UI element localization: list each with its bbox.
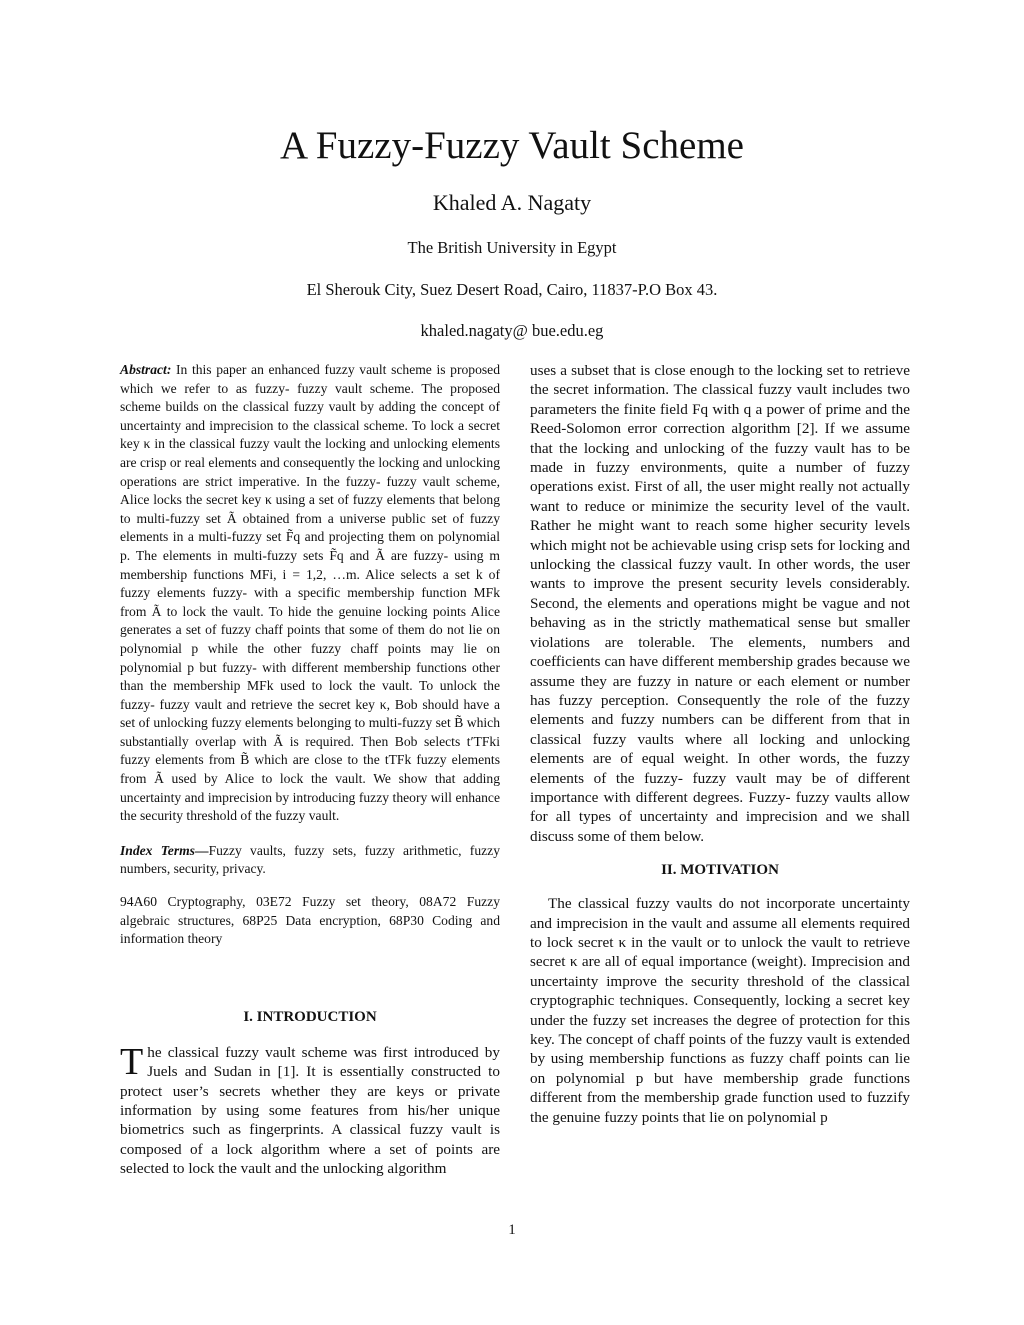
motivation-paragraph: The classical fuzzy vaults do not incorporate uncertainty and imprecision in the vault and assume all elements required to lock secret κ in the vault or to unlock the vault to retrieve secret κ are all of equal importance (weight). Imprecision and uncertainty improve the security threshold of the classical cryptographic techniques. Consequently, locking a secret key under the fuzzy set increases the degree of protection for this key. The concept of chaff points of the fuzzy vault is extended by using membership functions as fuzzy chaff points can lie on polynomial p but have membership grade functions different from the membership grade function used to fuzzify the genuine fuzzy points that lie on polynomial p — [530, 895, 910, 1126]
author-name: Khaled A. Nagaty — [432, 190, 592, 215]
abstract — [120, 361, 500, 826]
intro-text: he classical fuzzy vault scheme was first introduced by Juels and Sudan in [1]. It is essentially constructed to protect user’s secrets whether they are keys or private information by using some features from his/her unique biometrics such as fingerprints. A classical fuzzy vault is composed of a lock algorithm where a set of points are selected to lock the vault and the unlocking algorithm — [120, 1043, 500, 1178]
abstract-text: In this paper an enhanced fuzzy vault scheme is proposed which we refer to as fuzzy- fuzzy vault scheme. The proposed scheme builds on the classical fuzzy vault by adding the concept of uncertainty and imprecision to the classical scheme. To lock a secret key κ in the classical fuzzy vault the locking and unlocking elements are crisp or real elements and consequently the locking and unlocking operations are strict imperative. In the fuzzy- fuzzy vault scheme, Alice locks the secret key κ using a set of fuzzy elements that belong to multi-fuzzy set Ã obtained from a universe public set of fuzzy elements in a multi-fuzzy set F̃q and projecting them on polynomial p. The elements in multi-fuzzy sets F̃q and Ã are fuzzy- using m membership functions MFi, i = 1,2, …m. Alice selects a set k of fuzzy elements fuzzy- with a specific membership function MFk from Ã to lock the vault. To hide the genuine locking points Alice generates a set of fuzzy chaff points that some of them do not lie on polynomial p while the other fuzzy chaff points may lie on polynomial p but fuzzy- with different membership functions other than the membership MFk used to lock the vault. To unlock the fuzzy- fuzzy vault and retrieve the secret key κ, Bob should have a set of unlocking fuzzy elements belonging to multi-fuzzy set B̃ which substantially overlap with Ã is required. Then Bob selects t′TFki fuzzy elements from B̃ which are close to the tTFk fuzzy elements from Ã used by Alice to lock the vault. We show that adding uncertainty and imprecision by introducing fuzzy theory will enhance the security threshold of the fuzzy vault. — [120, 362, 501, 824]
intro-paragraph — [120, 1040, 500, 1179]
index-terms-text: Fuzzy vaults, fuzzy sets, fuzzy arithmetic, fuzzy numbers, security, privacy. — [120, 842, 500, 877]
index-terms — [120, 842, 500, 879]
msc-classification: 94A60 Cryptography, 03E72 Fuzzy set theory, 08A72 Fuzzy algebraic structures, 68P25 Data encryption, 68P30 Coding and information theory — [120, 894, 500, 947]
intro-heading: I. INTRODUCTION — [243, 1008, 377, 1025]
abstract-label: Abstract: — [120, 362, 172, 377]
email: khaled.nagaty@ bue.edu.eg — [420, 321, 604, 340]
page-number: 1 — [508, 1222, 516, 1238]
affiliation: The British University in Egypt — [407, 238, 617, 257]
left-column — [120, 361, 500, 1179]
address: El Sherouk City, Suez Desert Road, Cairo, 11837-P.O Box 43. — [306, 280, 718, 299]
paper-title: A Fuzzy-Fuzzy Vault Scheme — [280, 124, 744, 167]
intro-dropcap: T — [120, 1040, 144, 1083]
continuation-paragraph: uses a subset that is close enough to the locking set to retrieve the secret information. The classical fuzzy vault includes two parameters the finite field Fq with q a power of prime and the Reed-Solomon error correction algorithm [2]. If we assume that the locking and unlocking of the fuzzy vault has to be made in fuzzy environments, quite a number of fuzzy operations exist. First of all, the user might really not actually want to reduce or minimize the security level of the vault. Rather he might want to reach some higher security levels which might not be achievable using crisp sets for locking and unlocking the classical fuzzy vault. In other words, the user wants to improve the present security levels considerably. Second, the elements and operations might be vague and not behaving as in the strictly mathematical sense but smaller violations are tolerable. The elements, numbers and coefficients can have different membership grades because we assume they are fuzzy in nature or each element or number has fuzzy perception. Consequently the role of the fuzzy elements and fuzzy numbers can be different from that in classical fuzzy vaults where all locking and unlocking elements are of equal weight. In other words, the fuzzy elements of the fuzzy- fuzzy vault may be of different importance with different degrees. Fuzzy- fuzzy vaults allow for all types of uncertainty and imprecision and we shall discuss some of them below. — [530, 362, 910, 845]
right-column — [530, 361, 910, 1127]
motivation-heading: II. MOTIVATION — [661, 862, 779, 879]
index-terms-label: Index Terms— — [120, 842, 209, 858]
